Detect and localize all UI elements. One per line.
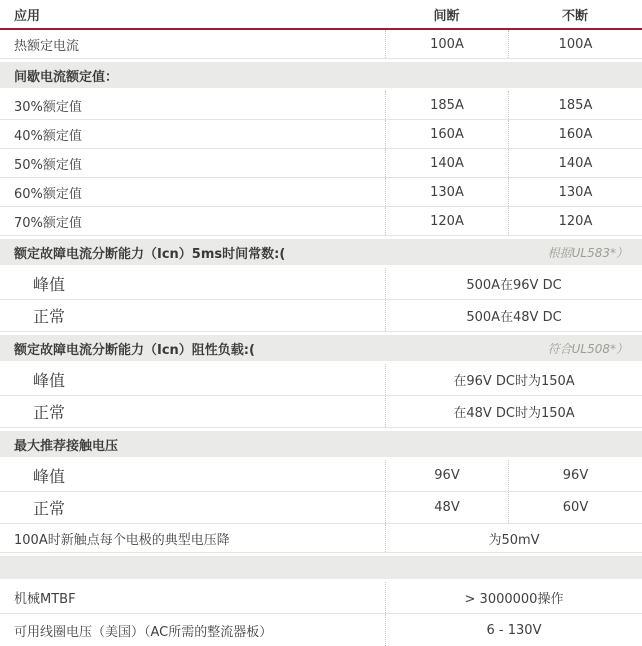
row-value-continuous: 120A [508, 207, 642, 235]
row-value-continuous: 140A [508, 149, 642, 177]
row-value-intermittent: 96V [385, 460, 508, 491]
row-value-intermittent: 120A [385, 207, 508, 235]
table-row [0, 460, 642, 492]
row-value-intermittent: 48V [385, 492, 508, 523]
row-label: 70%额定值 [14, 215, 82, 231]
section-header-row [0, 62, 642, 88]
table-row [0, 30, 642, 59]
row-value-continuous: 100A [508, 30, 642, 58]
row-label: 峰值 [33, 371, 66, 390]
table-row [0, 364, 642, 396]
row-value: 在96V DC时为150A [385, 364, 642, 395]
header-continuous: 不断 [561, 8, 588, 24]
table-row [0, 300, 642, 332]
section-header-row [0, 431, 642, 457]
table-row [0, 207, 642, 236]
section-note: 根据UL583*） [547, 245, 628, 260]
row-value-intermittent: 140A [385, 149, 508, 177]
row-label: 30%额定值 [14, 99, 82, 115]
row-label: 40%额定值 [14, 128, 82, 144]
row-value: 500A在96V DC [385, 268, 642, 299]
row-value: 6 - 130V [385, 614, 642, 646]
section-title: 间歇电流额定值： [14, 69, 119, 85]
row-value: 500A在48V DC [385, 300, 642, 331]
table-row [0, 524, 642, 553]
section-title: 额定故障电流分断能力（Icn）阻性负载:( [14, 342, 255, 358]
row-value-continuous: 60V [508, 492, 642, 523]
table-row [0, 91, 642, 120]
row-value: 在48V DC时为150A [385, 396, 642, 427]
section-note: 符合UL508*） [547, 341, 628, 356]
table-row [0, 396, 642, 428]
row-label: 峰值 [33, 467, 66, 486]
row-value-intermittent: 100A [385, 30, 508, 58]
table-row [0, 178, 642, 207]
row-label: 可用线圈电压（美国）（AC所需的整流器板） [14, 624, 273, 640]
table-row [0, 149, 642, 178]
row-label: 正常 [33, 499, 66, 518]
table-row [0, 614, 642, 646]
header-application: 应用 [14, 8, 41, 24]
section-title: 额定故障电流分断能力（Icn）5ms时间常数:( [14, 246, 286, 262]
row-label: 100A时新触点每个电极的典型电压降 [14, 532, 230, 548]
row-label: 机械MTBF [14, 592, 76, 607]
row-value-continuous: 185A [508, 91, 642, 119]
row-label: 60%额定值 [14, 186, 82, 202]
row-label: 热额定电流 [14, 38, 80, 54]
row-value-continuous: 160A [508, 120, 642, 148]
row-value-continuous: 96V [508, 460, 642, 491]
table-row [0, 492, 642, 524]
section-header-row [0, 335, 642, 361]
section-title: 最大推荐接触电压 [14, 438, 119, 454]
row-label: 峰值 [33, 275, 66, 294]
table-row [0, 120, 642, 149]
table-header-row [0, 0, 642, 30]
table-row [0, 582, 642, 614]
row-value-continuous: 130A [508, 178, 642, 206]
section-spacer-row [0, 556, 642, 579]
section-header-row [0, 239, 642, 265]
row-label: 正常 [33, 403, 66, 422]
row-value-intermittent: 185A [385, 91, 508, 119]
row-label: 正常 [33, 307, 66, 326]
table-row [0, 268, 642, 300]
row-value-intermittent: 130A [385, 178, 508, 206]
header-intermittent: 间断 [433, 8, 460, 24]
row-label: 50%额定值 [14, 157, 82, 173]
row-value: 为50mV [385, 524, 642, 552]
row-value-intermittent: 160A [385, 120, 508, 148]
row-value: > 3000000操作 [385, 582, 642, 613]
